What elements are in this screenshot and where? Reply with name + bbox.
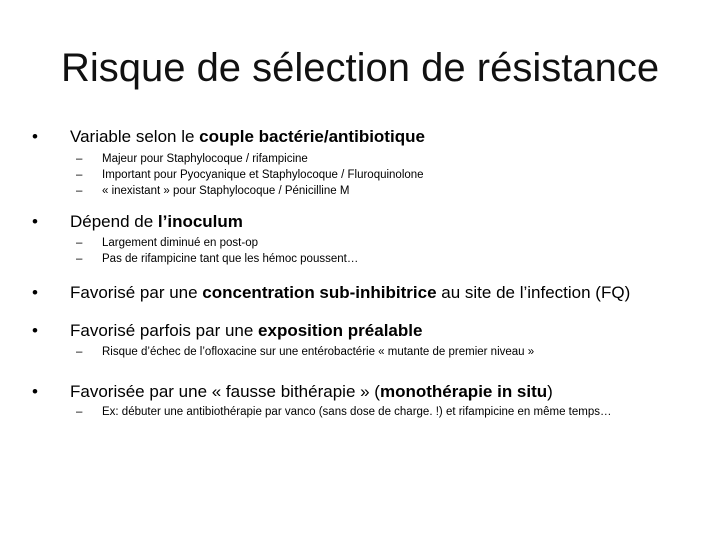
bullet-text-plain: Favorisé parfois par une: [70, 321, 259, 340]
bullet-text-plain: ): [547, 382, 553, 401]
bullet-text: [70, 282, 630, 304]
dash-symbol: –: [76, 346, 83, 358]
bullet-text-bold: concentration sub-inhibitrice: [202, 283, 437, 302]
sub-item-text: Pas de rifampicine tant que les hémoc poussent…: [102, 253, 359, 265]
slide-title: Risque de sélection de résistance: [60, 46, 660, 90]
bullet-symbol: •: [32, 321, 38, 340]
dash-symbol: –: [76, 253, 83, 265]
bullet-symbol: •: [32, 382, 38, 401]
bullet-text-plain: Variable selon le: [70, 127, 200, 146]
sub-item-text: Risque d’échec de l’ofloxacine sur une entérobactérie « mutante de premier niveau »: [102, 346, 535, 358]
sub-item-text: Largement diminué en post-op: [102, 237, 258, 249]
bullet-symbol: •: [32, 127, 38, 146]
bullet-text: [70, 381, 553, 403]
bullet-text-plain: au site de l’infection (FQ): [436, 283, 631, 302]
bullet-text-bold: couple bactérie/antibiotique: [199, 127, 425, 146]
bullet-symbol: •: [32, 283, 38, 302]
sub-item-text: Ex: débuter une antibiothérapie par vanco (sans dose de charge. !) et rifampicine en même temps…: [102, 406, 612, 418]
bullet-text-bold: monothérapie in situ: [379, 382, 548, 401]
bullet-text-bold: exposition préalable: [258, 321, 423, 340]
bullet-text-bold: l’inoculum: [157, 212, 243, 231]
sub-item-text: « inexistant » pour Staphylocoque / Pénicilline M: [102, 185, 350, 197]
bullet-text: [70, 126, 425, 148]
bullet-text-plain: Favorisée par une « fausse bithérapie » (: [70, 382, 380, 401]
bullet-text-plain: Favorisé par une: [70, 283, 203, 302]
dash-symbol: –: [76, 153, 83, 165]
dash-symbol: –: [76, 185, 83, 197]
dash-symbol: –: [76, 237, 83, 249]
bullet-text: [70, 211, 243, 233]
bullet-text-plain: Dépend de: [70, 212, 158, 231]
dash-symbol: –: [76, 406, 83, 418]
bullet-symbol: •: [32, 212, 38, 231]
dash-symbol: –: [76, 169, 83, 181]
sub-item-text: Important pour Pyocyanique et Staphylocoque / Fluroquinolone: [102, 169, 424, 181]
sub-item-text: Majeur pour Staphylocoque / rifampicine: [102, 153, 308, 165]
bullet-text: [70, 320, 422, 342]
